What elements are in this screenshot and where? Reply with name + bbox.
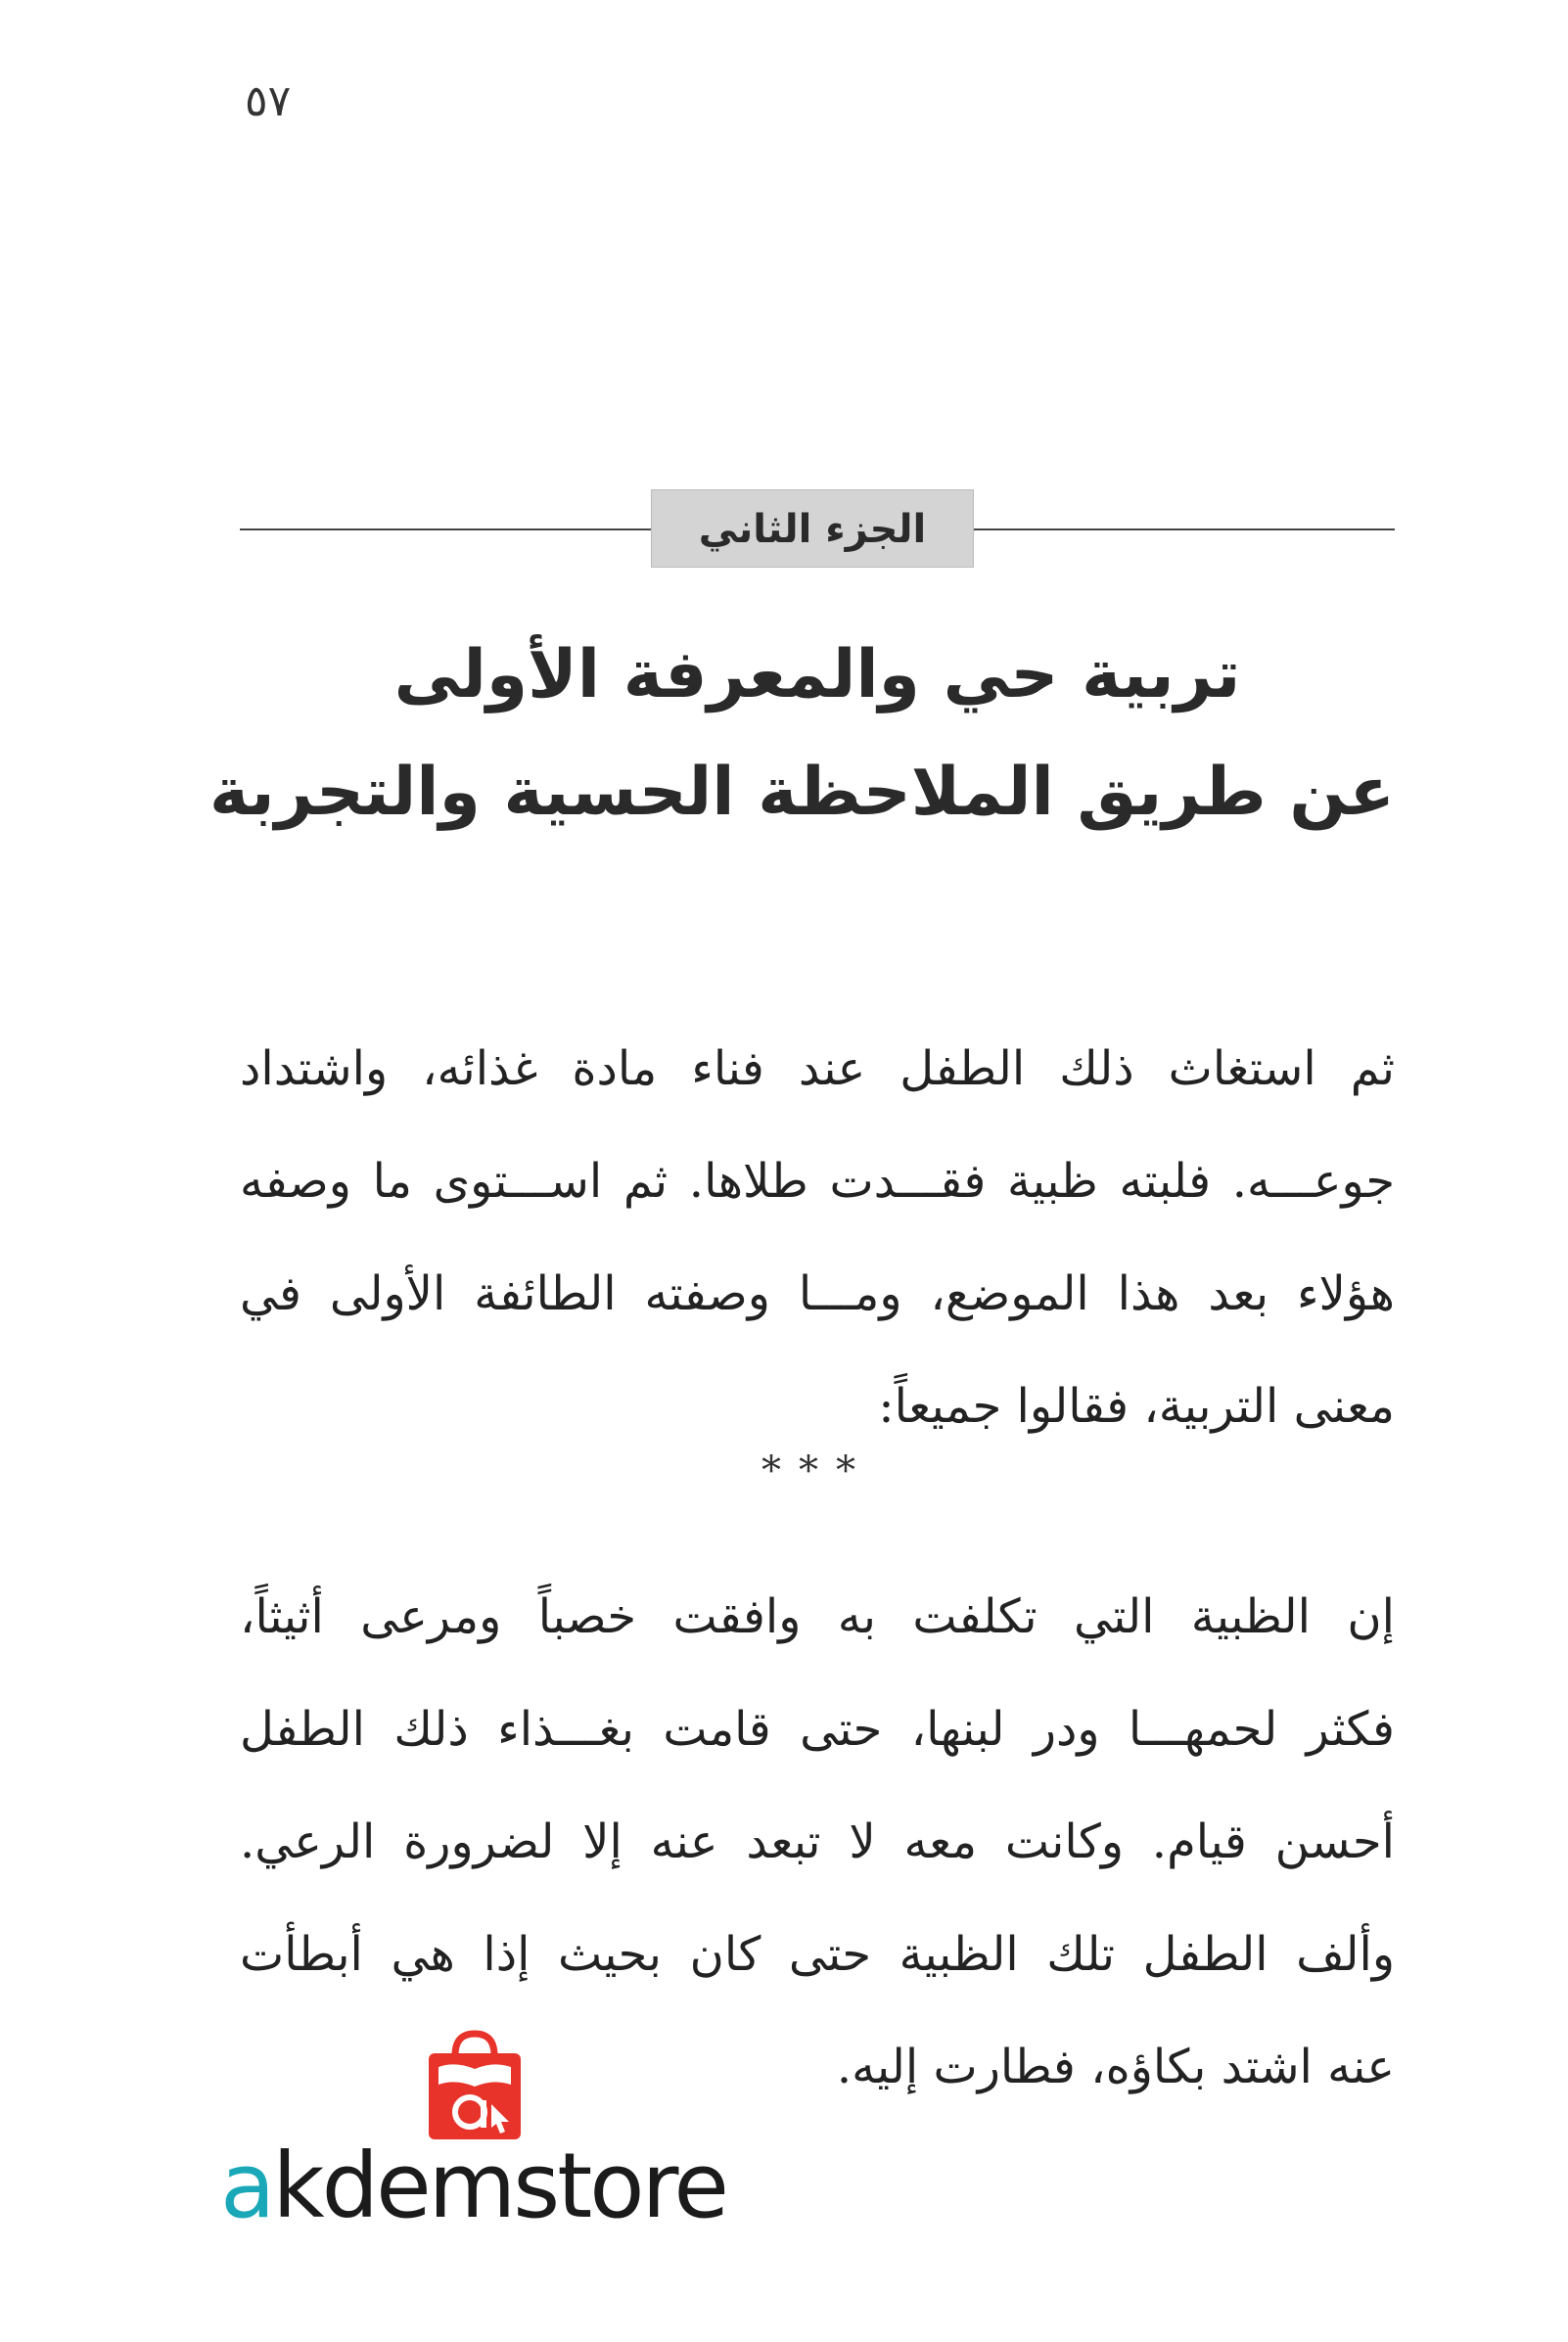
section-label: الجزء الثاني (651, 489, 974, 568)
paragraph-line: ثم استغاث ذلك الطفل عند فناء مادة غذائه، واشتداد (240, 1041, 1395, 1096)
store-watermark (220, 2026, 749, 2251)
paragraph-line: فكثر لحمهـــا ودر لبنها، حتى قامت بغـــذاء ذلك الطفل (240, 1702, 1395, 1757)
paragraph-line: عنه اشتد بكاؤه، فطارت إليه. (836, 2040, 1395, 2094)
paragraph-line: وألف الطفل تلك الظبية حتى كان بحيث إذا هي أبطأت (240, 1927, 1395, 1982)
section-separator: *** (761, 1448, 873, 1493)
chapter-title-line-1: تربية حي والمعرفة الأولى (393, 636, 1241, 713)
paragraph-line: معنى التربية، فقالوا جميعاً: (878, 1379, 1395, 1434)
chapter-title-line-2: عن طريق الملاحظة الحسية والتجربة (208, 754, 1395, 831)
paragraph-line: جوعـــه. فلبته ظبية فقـــدت طلاها. ثم اســـتوى ما وصفه (240, 1154, 1395, 1209)
page-number: ٥٧ (245, 76, 292, 126)
paragraph-1 (240, 1013, 1395, 1463)
brand-rest: kdemstore (272, 2134, 726, 2238)
section-rule-left (240, 528, 651, 530)
chapter-title (208, 617, 1395, 851)
brand-prefix: a (220, 2134, 273, 2238)
section-rule-right (974, 528, 1395, 530)
paragraph-line: إن الظبية التي تكلفت به وافقت خصباً ومرعى أثيثاً، (240, 1589, 1395, 1644)
paragraph-line: أحسن قيام. وكانت معه لا تبعد عنه إلا لضرورة الرعي. (240, 1814, 1395, 1869)
paragraph-line: هؤلاء بعد هذا الموضع، ومـــا وصفته الطائفة الأولى في (240, 1266, 1395, 1321)
shopping-bag-book-icon (421, 2026, 529, 2143)
brand-wordmark (220, 2134, 726, 2238)
section-header (240, 489, 1395, 568)
